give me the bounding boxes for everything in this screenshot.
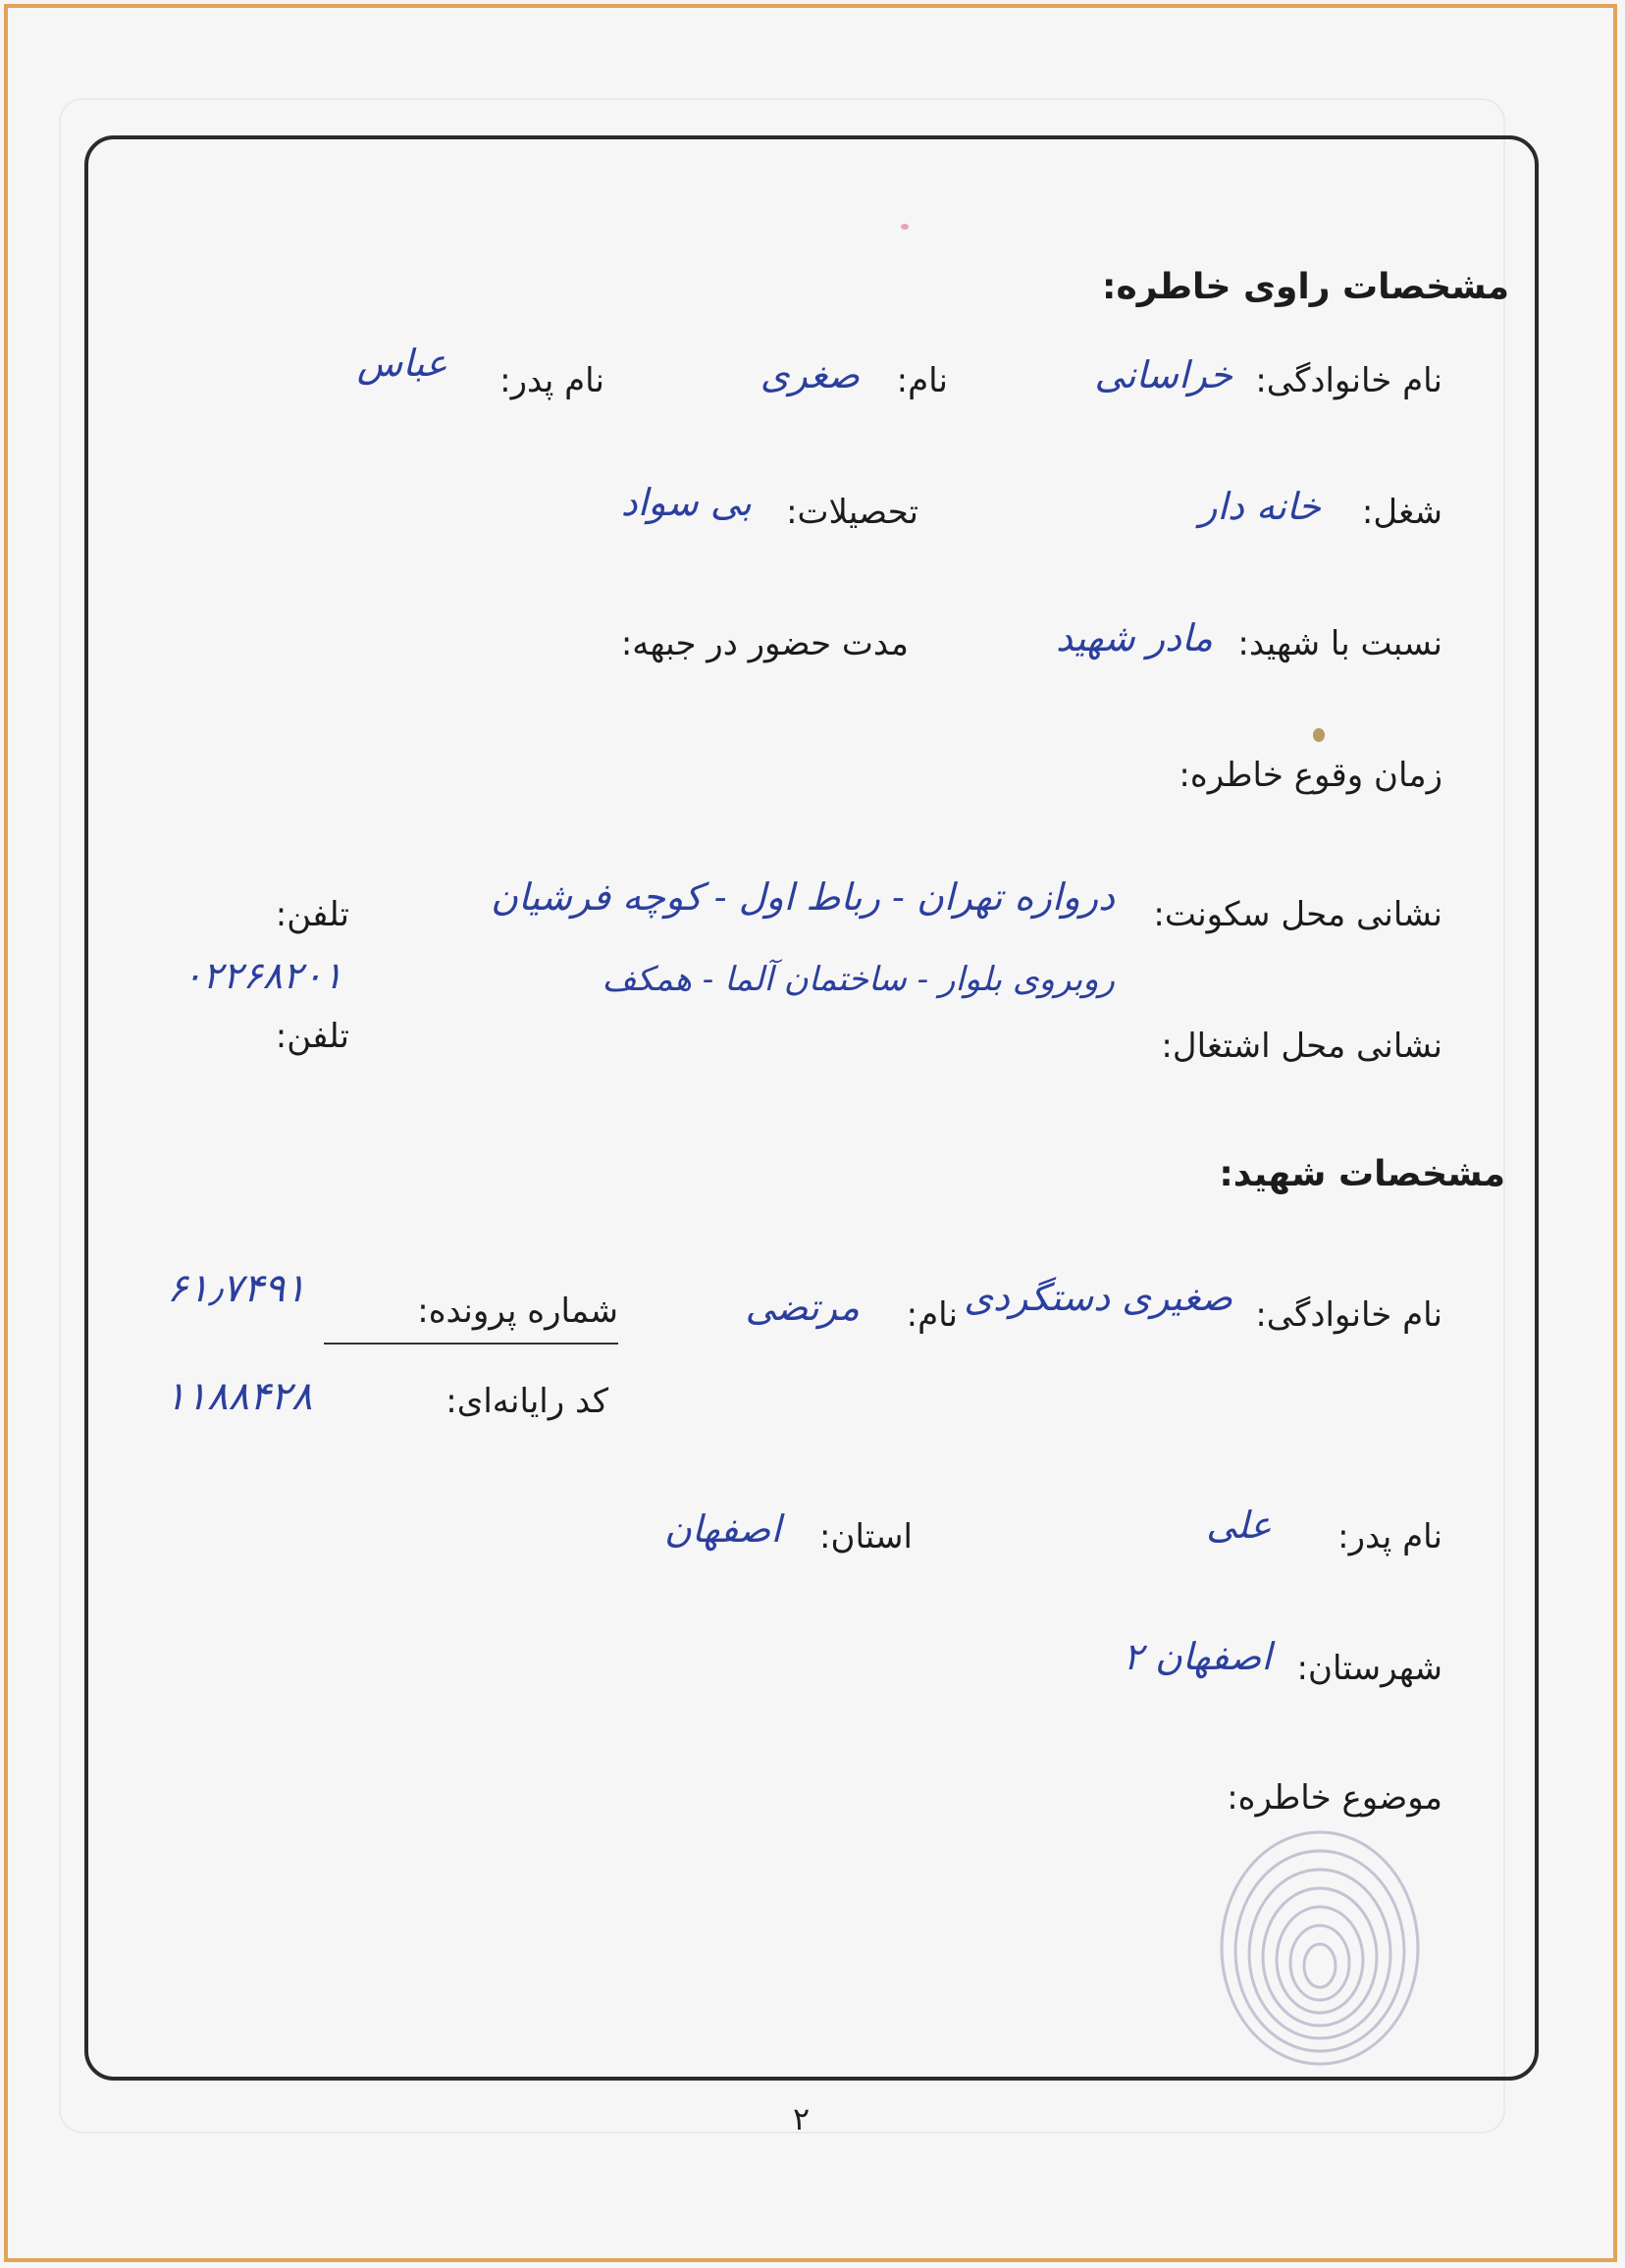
- narrator-front-duration-label: مدت حضور در جبهه:: [620, 624, 909, 663]
- narrator-work-phone-label: تلفن:: [275, 1017, 349, 1056]
- narrator-section-heading: مشخصات راوی خاطره:: [1102, 267, 1509, 307]
- martyr-father-name-label: نام پدر:: [1337, 1517, 1442, 1556]
- narrator-job-label: شغل:: [1361, 493, 1442, 532]
- narrator-father-name-value: عباس: [356, 342, 447, 385]
- narrator-phone-label: تلفن:: [275, 895, 349, 934]
- martyr-first-name-label: نام:: [906, 1295, 958, 1335]
- narrator-work-address-label: نشانی محل اشتغال:: [1161, 1027, 1442, 1066]
- narrator-relation-value: مادر شهید: [1055, 616, 1213, 659]
- narrator-last-name-value: خراسانی: [1094, 353, 1232, 396]
- narrator-memory-time-label: زمان وقوع خاطره:: [1179, 756, 1442, 795]
- martyr-father-name-value: علی: [1206, 1503, 1272, 1547]
- narrator-relation-label: نسبت با شهید:: [1237, 624, 1442, 663]
- martyr-city-value: اصفهان ۲: [1123, 1635, 1272, 1678]
- martyr-city-label: شهرستان:: [1296, 1649, 1442, 1688]
- narrator-first-name-label: نام:: [896, 361, 948, 400]
- narrator-education-value: بی سواد: [620, 481, 752, 524]
- narrator-first-name-value: صغری: [760, 353, 860, 396]
- file-number-underline: [324, 1343, 618, 1345]
- paper-speck: [901, 224, 909, 230]
- martyr-computer-code-label: کد رایانه‌ای:: [446, 1382, 608, 1421]
- martyr-last-name-label: نام خانوادگی:: [1255, 1295, 1442, 1335]
- narrator-phone-value: ۰۲۲۶۸۲۰۱: [183, 954, 343, 997]
- narrator-father-name-label: نام پدر:: [499, 361, 604, 400]
- martyr-province-value: اصفهان: [663, 1507, 781, 1551]
- page-number: ۲: [793, 2100, 811, 2137]
- narrator-education-label: تحصیلات:: [786, 493, 918, 532]
- narrator-home-address-label: نشانی محل سکونت:: [1153, 895, 1442, 934]
- martyr-memory-topic-label: موضوع خاطره:: [1227, 1778, 1442, 1818]
- narrator-home-address-line2: روبروی بلوار - ساختمان آلما - همکف: [602, 960, 1115, 999]
- narrator-last-name-label: نام خانوادگی:: [1255, 361, 1442, 400]
- martyr-section-heading: مشخصات شهید:: [1219, 1154, 1505, 1194]
- martyr-last-name-value: صغیری دستگردی: [964, 1276, 1232, 1319]
- martyr-file-number-label: شماره پرونده:: [417, 1292, 618, 1331]
- narrator-home-address-line1: دروازه تهران - رباط اول - کوچه فرشیان: [491, 875, 1115, 919]
- narrator-job-value: خانه دار: [1199, 485, 1321, 528]
- martyr-file-number-value: ۶۱٫۷۴۹۱: [167, 1266, 306, 1311]
- paper-speck: [1313, 728, 1325, 742]
- martyr-computer-code-value: ۱۱۸۸۴۲۸: [165, 1374, 313, 1419]
- martyr-province-label: استان:: [819, 1517, 913, 1556]
- martyr-first-name-value: مرتضی: [745, 1286, 860, 1329]
